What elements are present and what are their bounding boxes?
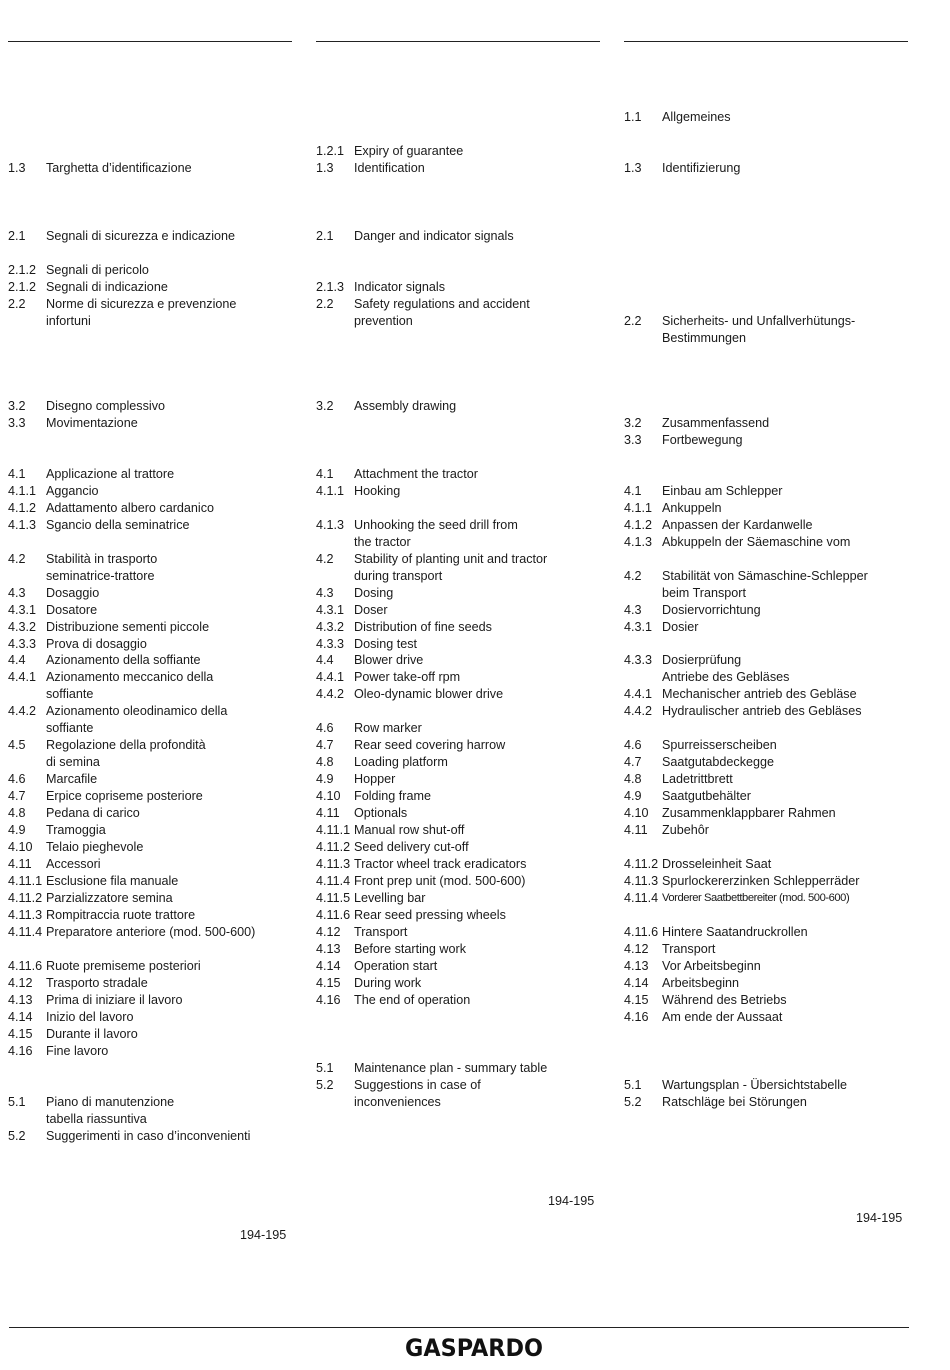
toc-entry-title: Levelling bar: [354, 891, 426, 905]
toc-entry-number: 1.2.1: [316, 144, 345, 158]
toc-entry-number: 4.1.2: [8, 501, 37, 515]
toc-entry-number: 5.1: [316, 1061, 334, 1075]
toc-entry-title: Allgemeines: [662, 110, 731, 124]
toc-entry-number: 4.4.2: [624, 704, 653, 718]
toc-entry-number: 4.12: [8, 976, 33, 990]
toc-entry-number: 4.11.4: [8, 925, 43, 939]
toc-entry-title: tabella riassuntiva: [46, 1112, 147, 1126]
toc-entry-number: 4.12: [624, 942, 649, 956]
toc-entry-number: 4.8: [624, 772, 642, 786]
toc-entry-title: Hooking: [354, 484, 401, 498]
toc-entry-title: Ruote premiseme posteriori: [46, 959, 201, 973]
toc-entry-title: Trasporto stradale: [46, 976, 148, 990]
toc-entry-title: Rear seed covering harrow: [354, 738, 506, 752]
toc-entry-title: Rear seed pressing wheels: [354, 908, 506, 922]
toc-entry-number: 4.6: [624, 738, 642, 752]
toc-entry-title: Dosier: [662, 620, 699, 634]
toc-entry-number: 1.1: [624, 110, 642, 124]
toc-entry-title: Dosiervorrichtung: [662, 603, 761, 617]
toc-entry-title: infortuni: [46, 314, 91, 328]
toc-entry-number: 4.15: [8, 1027, 33, 1041]
toc-entry-number: 4.12: [316, 925, 341, 939]
toc-entry-title: Front prep unit (mod. 500-600): [354, 874, 526, 888]
toc-entry-title: Distribution of fine seeds: [354, 620, 492, 634]
toc-entry-number: 4.11.4: [624, 891, 659, 905]
toc-entry-title: Dosierprüfung: [662, 653, 742, 667]
toc-entry-number: 4.11.6: [8, 959, 43, 973]
toc-entry-number: 4.4: [8, 653, 26, 667]
toc-entry-number: 4.3: [8, 586, 26, 600]
toc-entry-title: Applicazione al trattore: [46, 467, 175, 481]
toc-entry-title: Danger and indicator signals: [354, 229, 514, 243]
toc-entry-title: Stabilität von Sämaschine-Schlepper: [662, 569, 868, 583]
toc-entry-number: 4.16: [316, 993, 341, 1007]
toc-entry-title: Suggestions in case of: [354, 1078, 481, 1092]
toc-entry-number: 4.1.1: [316, 484, 345, 498]
toc-entry-number: 4.6: [8, 772, 26, 786]
toc-entry-number: 4.3: [624, 603, 642, 617]
toc-entry-title: Norme di sicurezza e prevenzione: [46, 297, 237, 311]
toc-entry-title: Azionamento oleodinamico della: [46, 704, 228, 718]
toc-entry-number: 4.16: [8, 1044, 33, 1058]
toc-entry-title: Prima di iniziare il lavoro: [46, 993, 183, 1007]
toc-entry-number: 4.1: [624, 484, 642, 498]
toc-entry-title: Disegno complessivo: [46, 399, 165, 413]
toc-entry-title: beim Transport: [662, 586, 746, 600]
toc-entry-number: 4.1.1: [8, 484, 37, 498]
toc-entry-title: Anpassen der Kardanwelle: [662, 518, 813, 532]
toc-entry-number: 4.13: [624, 959, 649, 973]
toc-entry-number: 2.2: [624, 314, 642, 328]
toc-entry-title: Operation start: [354, 959, 438, 973]
toc-entry-title: Aggancio: [46, 484, 99, 498]
toc-entry-number: 1.3: [8, 161, 26, 175]
toc-entry-number: 4.14: [624, 976, 649, 990]
toc-entry-number: 2.1.2: [8, 280, 37, 294]
toc-entry-number: 2.1.2: [8, 263, 37, 277]
toc-entry-title: Segnali di pericolo: [46, 263, 149, 277]
toc-entry-title: Suggerimenti in caso d’inconvenienti: [46, 1129, 251, 1143]
toc-entry-number: 4.8: [316, 755, 334, 769]
toc-entry-title: Zusammenklappbarer Rahmen: [662, 806, 836, 820]
toc-entry-title: Pedana di carico: [46, 806, 140, 820]
toc-column-english: [316, 0, 616, 1300]
toc-entry-title: Vor Arbeitsbeginn: [662, 959, 761, 973]
toc-entry-title: Spurlockererzinken Schlepperräder: [662, 874, 860, 888]
toc-entry-title: Azionamento della soffiante: [46, 653, 201, 667]
toc-entry-title: Während des Betriebs: [662, 993, 787, 1007]
toc-entry-title: Indicator signals: [354, 280, 446, 294]
toc-entry-title: Dosing test: [354, 637, 417, 651]
toc-entry-number: 4.1: [8, 467, 26, 481]
toc-entry-number: 4.5: [8, 738, 26, 752]
toc-entry-title: Adattamento albero cardanico: [46, 501, 215, 515]
toc-entry-title: Unhooking the seed drill from: [354, 518, 518, 532]
toc-entry-title: Drosseleinheit Saat: [662, 857, 772, 871]
toc-entry-number: 4.11.1: [316, 823, 351, 837]
toc-entry-title: Mechanischer antrieb des Gebläse: [662, 687, 857, 701]
toc-entry-number: 4.1: [316, 467, 334, 481]
toc-entry-number: 4.3.3: [624, 653, 653, 667]
toc-entry-number: 4.11: [624, 823, 648, 837]
toc-entry-number: 2.1.3: [316, 280, 345, 294]
toc-entry-number: 4.11.2: [8, 891, 43, 905]
toc-entry-title: Regolazione della profondità: [46, 738, 206, 752]
toc-entry-number: 4.3.1: [624, 620, 653, 634]
toc-entry-number: 4.4.1: [316, 670, 345, 684]
toc-entry-title: Antriebe des Gebläses: [662, 670, 790, 684]
toc-entry-number: 2.1: [8, 229, 26, 243]
toc-entry-title: the tractor: [354, 535, 411, 549]
toc-entry-title: Safety regulations and accident: [354, 297, 530, 311]
toc-entry-number: 4.15: [316, 976, 341, 990]
toc-entry-number: 4.11.2: [624, 857, 659, 871]
toc-entry-number: 4.6: [316, 721, 334, 735]
toc-entry-number: 4.4.2: [8, 704, 37, 718]
toc-entry-title: The end of operation: [354, 993, 471, 1007]
toc-entry-title: prevention: [354, 314, 413, 328]
toc-entry-number: 4.1.1: [624, 501, 653, 515]
toc-entry-title: Ratschläge bei Störungen: [662, 1095, 807, 1109]
toc-entry-title: Maintenance plan - summary table: [354, 1061, 548, 1075]
toc-entry-number: 4.13: [8, 993, 33, 1007]
toc-entry-number: 4.3.1: [316, 603, 345, 617]
toc-entry-number: 4.11.2: [316, 840, 351, 854]
toc-entry-number: 5.1: [624, 1078, 642, 1092]
toc-entry-number: 4.14: [316, 959, 341, 973]
toc-entry-title: Transport: [662, 942, 716, 956]
toc-entry-number: 4.3.1: [8, 603, 37, 617]
toc-entry-title: Parzializzatore semina: [46, 891, 173, 905]
toc-entry-title: Dosaggio: [46, 586, 100, 600]
toc-entry-title: Zubehôr: [662, 823, 709, 837]
toc-entry-number: 4.2: [624, 569, 642, 583]
toc-entry-title: Movimentazione: [46, 416, 138, 430]
toc-entry-title: Optionals: [354, 806, 408, 820]
toc-entry-number: 2.2: [316, 297, 334, 311]
toc-entry-number: 4.9: [8, 823, 26, 837]
toc-entry-title: Preparatore anteriore (mod. 500-600): [46, 925, 256, 939]
toc-entry-title: Oleo-dynamic blower drive: [354, 687, 504, 701]
toc-entry-number: 5.1: [8, 1095, 26, 1109]
toc-entry-number: 1.3: [624, 161, 642, 175]
toc-entry-title: Manual row shut-off: [354, 823, 465, 837]
toc-entry-title: Dosatore: [46, 603, 98, 617]
toc-entry-title: Sgancio della seminatrice: [46, 518, 190, 532]
toc-entry-number: 4.3: [316, 586, 334, 600]
toc-entry-title: Piano di manutenzione: [46, 1095, 175, 1109]
toc-entry-number: 4.11: [8, 857, 32, 871]
toc-entry-title: Stability of planting unit and tractor: [354, 552, 548, 566]
toc-entry-title: Sicherheits- und Unfallverhütungs-: [662, 314, 856, 328]
toc-entry-number: 4.2: [8, 552, 26, 566]
toc-entry-number: 4.3.2: [316, 620, 345, 634]
toc-entry-title: Folding frame: [354, 789, 431, 803]
toc-entry-number: 4.7: [316, 738, 334, 752]
toc-entry-number: 4.14: [8, 1010, 33, 1024]
toc-entry-number: 4.3.3: [8, 637, 37, 651]
toc-entry-title: Rompitraccia ruote trattore: [46, 908, 196, 922]
toc-entry-number: 4.11.6: [624, 925, 659, 939]
toc-entry-title: Assembly drawing: [354, 399, 457, 413]
toc-entry-title: Tramoggia: [46, 823, 106, 837]
toc-entry-number: 2.1: [316, 229, 334, 243]
toc-entry-number: 1.3: [316, 161, 334, 175]
toc-entry-number: 4.4.1: [624, 687, 653, 701]
toc-entry-title: Marcafile: [46, 772, 98, 786]
toc-entry-title: Fine lavoro: [46, 1044, 109, 1058]
toc-entry-number: 4.11.3: [316, 857, 351, 871]
toc-entry-number: 4.13: [316, 942, 341, 956]
toc-entry-title: Stabilità in trasporto: [46, 552, 158, 566]
toc-entry-title: Expiry of guarantee: [354, 144, 464, 158]
toc-entry-number: 4.1.2: [624, 518, 653, 532]
toc-entry-title: Arbeitsbeginn: [662, 976, 740, 990]
toc-entry-title: Hydraulischer antrieb des Gebläses: [662, 704, 862, 718]
toc-entry-number: 5.2: [624, 1095, 642, 1109]
toc-entry-title: Ladetrittbrett: [662, 772, 733, 786]
toc-entry-title: Bestimmungen: [662, 331, 746, 345]
toc-entry-number: 4.11.5: [316, 891, 351, 905]
toc-entry-number: 5.2: [316, 1078, 334, 1092]
toc-entry-title: Prova di dosaggio: [46, 637, 147, 651]
toc-entry-title: Inizio del lavoro: [46, 1010, 134, 1024]
toc-entry-title: Vorderer Saatbettbereiter (mod. 500-600): [662, 892, 850, 904]
toc-entry-number: 4.1.3: [8, 518, 37, 532]
toc-entry-number: 4.8: [8, 806, 26, 820]
toc-entry-number: 4.11.3: [8, 908, 43, 922]
toc-entry-number: 4.7: [624, 755, 642, 769]
toc-entry-title: Targhetta d’identificazione: [46, 161, 192, 175]
toc-entry-number: 4.1.3: [624, 535, 653, 549]
toc-entry-number: 2.2: [8, 297, 26, 311]
toc-entry-number: 4.10: [624, 806, 649, 820]
toc-entry-title: Spurreisserscheiben: [662, 738, 777, 752]
page-number-english: 194-195: [548, 1194, 595, 1208]
toc-entry-title: Esclusione fila manuale: [46, 874, 179, 888]
toc-entry-number: 4.16: [624, 1010, 649, 1024]
toc-entry-number: 4.11.6: [316, 908, 351, 922]
toc-entry-title: Zusammenfassend: [662, 416, 770, 430]
toc-entry-number: 3.2: [8, 399, 26, 413]
toc-entry-title: Erpice copriseme posteriore: [46, 789, 203, 803]
toc-entry-title: Saatgutbehälter: [662, 789, 751, 803]
page-number-german: 194-195: [856, 1211, 903, 1225]
toc-entry-title: Einbau am Schlepper: [662, 484, 783, 498]
toc-entry-number: 4.10: [316, 789, 341, 803]
toc-entry-number: 4.11.1: [8, 874, 43, 888]
toc-entry-number: 4.15: [624, 993, 649, 1007]
toc-entry-title: soffiante: [46, 687, 94, 701]
toc-entry-title: Loading platform: [354, 755, 448, 769]
toc-entry-title: seminatrice-trattore: [46, 569, 155, 583]
toc-entry-title: di semina: [46, 755, 100, 769]
toc-entry-number: 4.11.3: [624, 874, 659, 888]
toc-entry-number: 4.11: [316, 806, 340, 820]
toc-column-german: [624, 0, 924, 1300]
toc-entry-title: Row marker: [354, 721, 422, 735]
toc-entry-number: 4.4: [316, 653, 334, 667]
toc-entry-title: Wartungsplan - Übersichtstabelle: [662, 1078, 848, 1092]
toc-entry-number: 4.9: [316, 772, 334, 786]
toc-entry-title: Fortbewegung: [662, 433, 743, 447]
toc-entry-number: 4.9: [624, 789, 642, 803]
toc-entry-number: 3.3: [8, 416, 26, 430]
toc-entry-title: Identification: [354, 161, 425, 175]
toc-entry-title: Dosing: [354, 586, 394, 600]
toc-entry-title: Identifizierung: [662, 161, 741, 175]
toc-entry-title: Power take-off rpm: [354, 670, 461, 684]
toc-entry-title: Doser: [354, 603, 388, 617]
toc-entry-number: 4.7: [8, 789, 26, 803]
toc-entry-title: Azionamento meccanico della: [46, 670, 214, 684]
toc-entry-number: 3.2: [316, 399, 334, 413]
toc-entry-title: Accessori: [46, 857, 101, 871]
toc-entry-title: during transport: [354, 569, 443, 583]
page-number-italian: 194-195: [240, 1228, 287, 1242]
toc-entry-title: soffiante: [46, 721, 94, 735]
toc-entry-number: 3.2: [624, 416, 642, 430]
toc-entry-title: Hopper: [354, 772, 396, 786]
footer-rule: [9, 1327, 909, 1328]
toc-entry-title: Durante il lavoro: [46, 1027, 138, 1041]
toc-entry-title: During work: [354, 976, 422, 990]
toc-entry-number: 4.10: [8, 840, 33, 854]
toc-entry-number: 4.3.3: [316, 637, 345, 651]
toc-entry-title: Tractor wheel track eradicators: [354, 857, 527, 871]
toc-entry-title: Segnali di indicazione: [46, 280, 168, 294]
toc-entry-title: Telaio pieghevole: [46, 840, 144, 854]
toc-entry-number: 4.1.3: [316, 518, 345, 532]
toc-entry-title: Before starting work: [354, 942, 466, 956]
toc-entry-number: 4.4.1: [8, 670, 37, 684]
toc-entry-title: inconveniences: [354, 1095, 441, 1109]
toc-entry-title: Ankuppeln: [662, 501, 722, 515]
toc-entry-number: 4.4.2: [316, 687, 345, 701]
toc-entry-title: Hintere Saatandruckrollen: [662, 925, 808, 939]
toc-entry-title: Segnali di sicurezza e indicazione: [46, 229, 236, 243]
toc-column-italian: [8, 0, 308, 1300]
toc-entry-title: Seed delivery cut-off: [354, 840, 469, 854]
toc-entry-title: Am ende der Aussaat: [662, 1010, 783, 1024]
toc-entry-number: 4.2: [316, 552, 334, 566]
toc-entry-title: Abkuppeln der Säemaschine vom: [662, 535, 851, 549]
toc-entry-number: 4.3.2: [8, 620, 37, 634]
toc-entry-title: Distribuzione sementi piccole: [46, 620, 210, 634]
toc-entry-title: Blower drive: [354, 653, 424, 667]
toc-entry-title: Saatgutabdeckegge: [662, 755, 775, 769]
toc-entry-number: 4.11.4: [316, 874, 351, 888]
gaspardo-logo: [404, 1332, 544, 1362]
toc-entry-title: Transport: [354, 925, 408, 939]
toc-entry-number: 3.3: [624, 433, 642, 447]
brand-wordmark: GASPARDO: [405, 1334, 543, 1362]
toc-entry-number: 5.2: [8, 1129, 26, 1143]
toc-entry-title: Attachment the tractor: [354, 467, 478, 481]
